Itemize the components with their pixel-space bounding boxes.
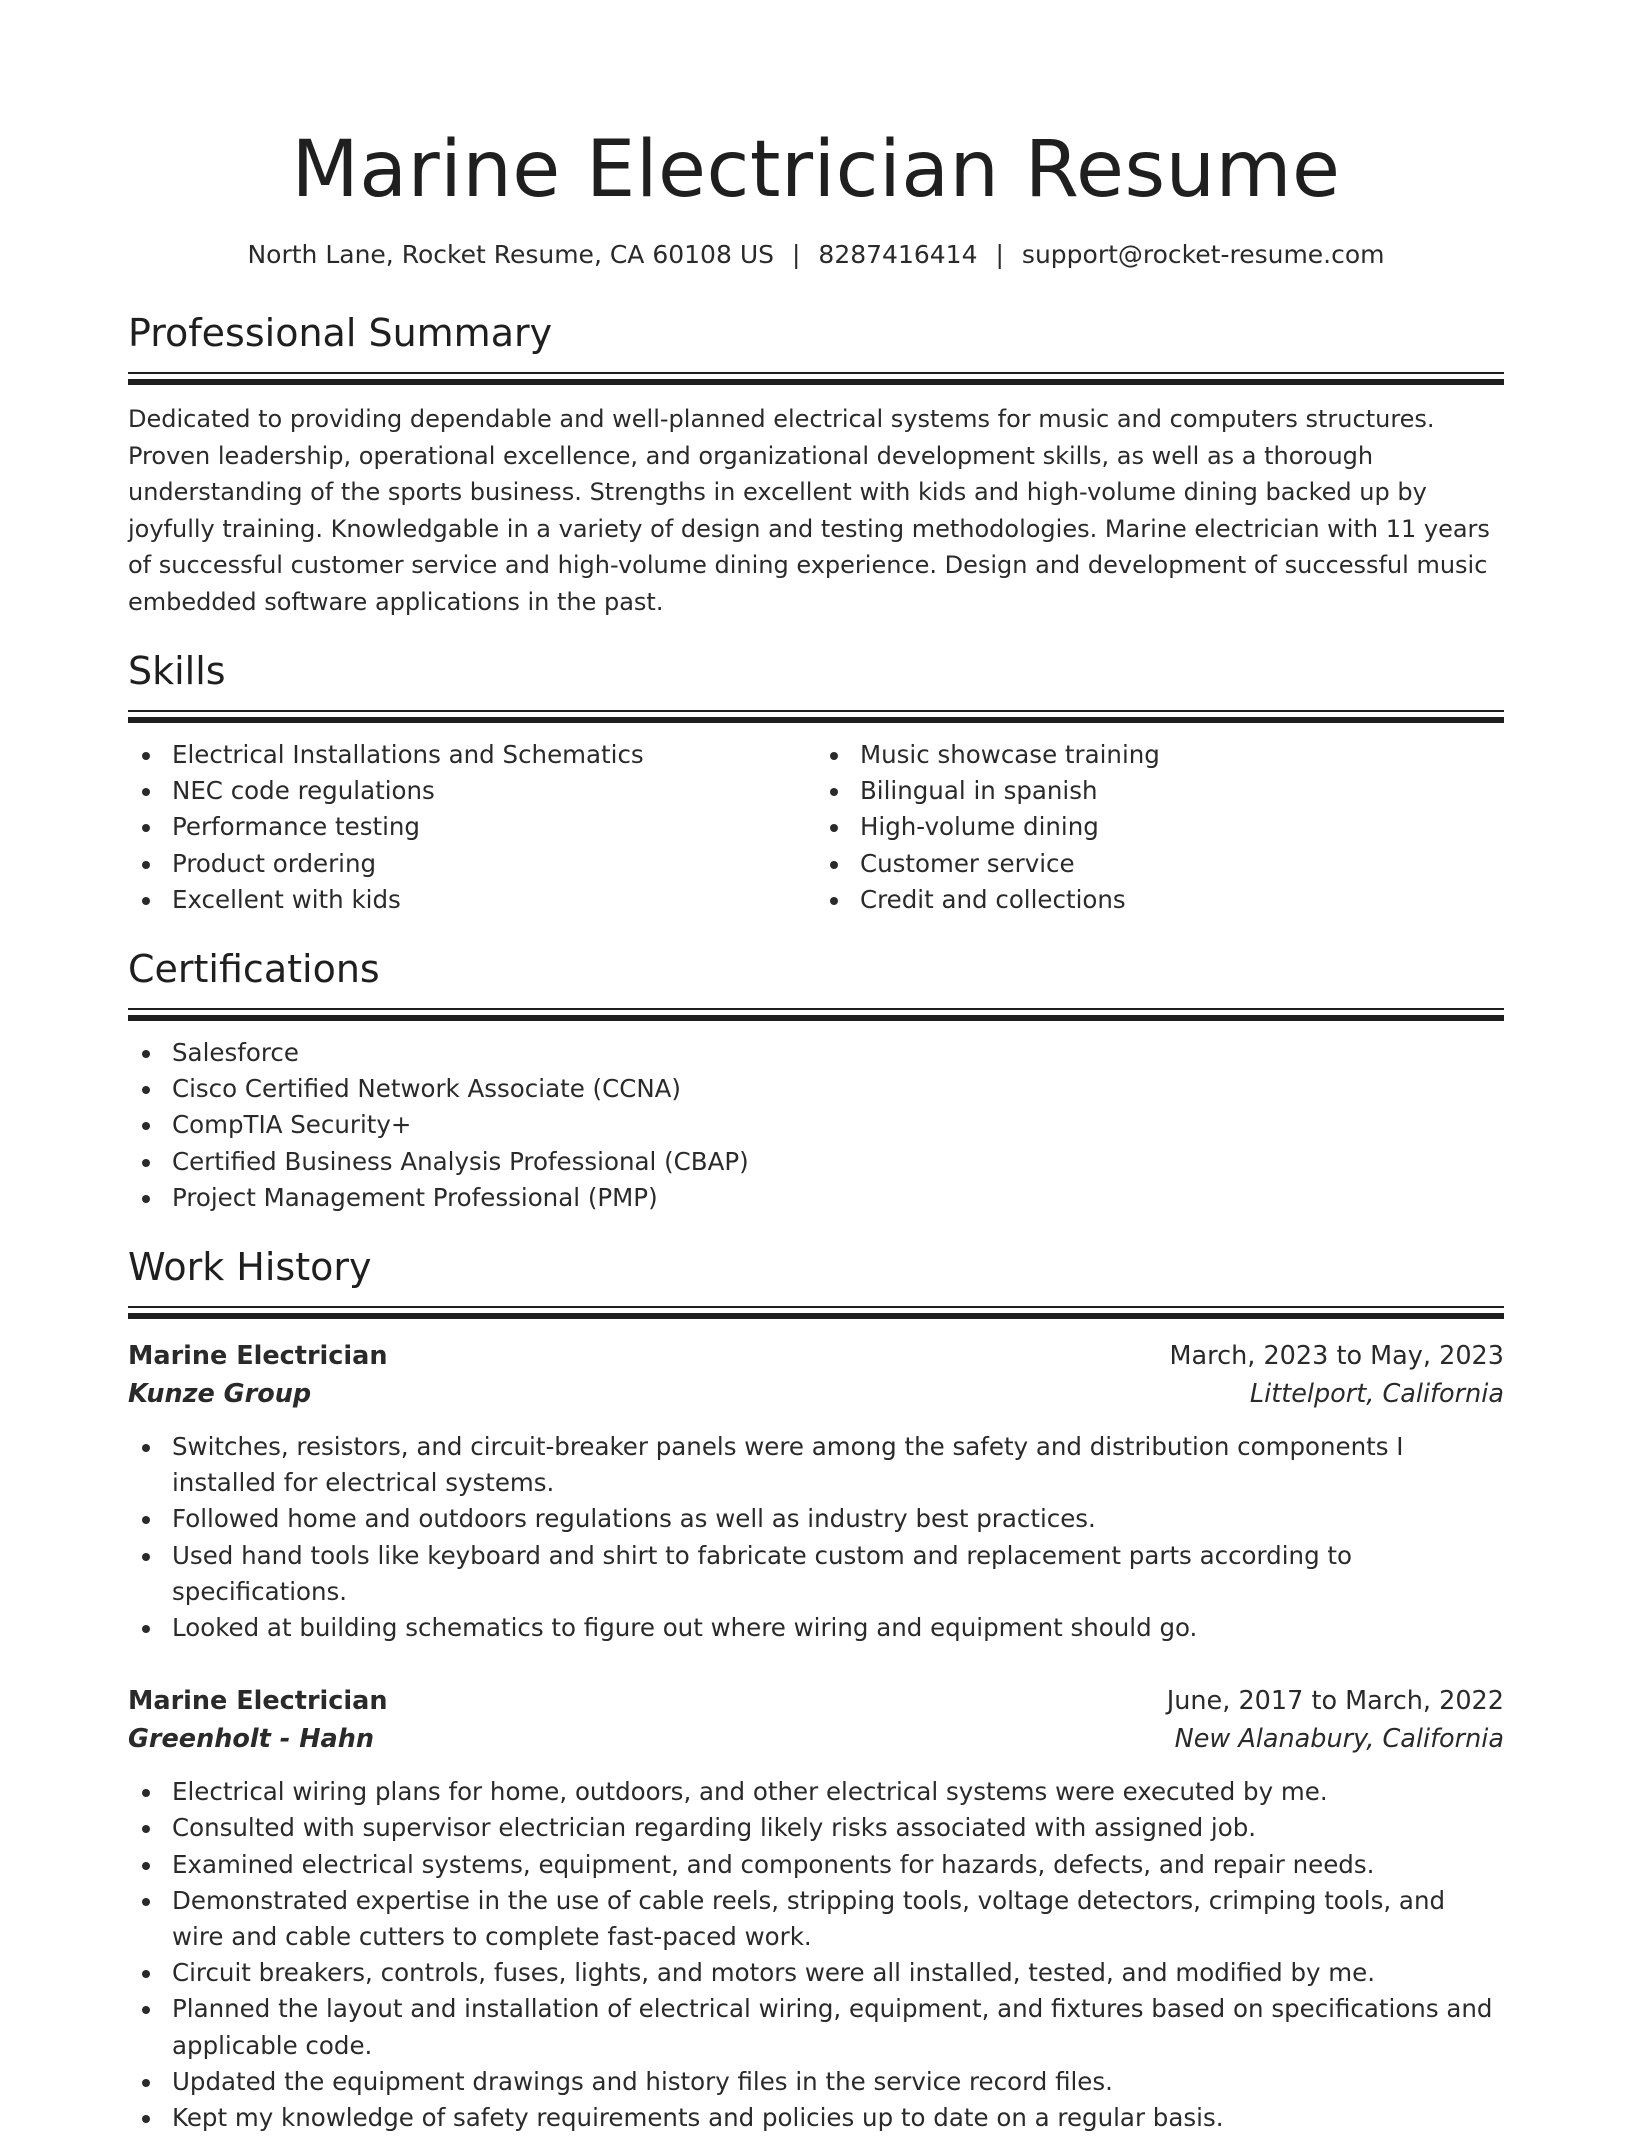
skills-list-right bbox=[816, 737, 1504, 918]
job-company: Kunze Group bbox=[128, 1379, 312, 1410]
list-item: Consulted with supervisor electrician regarding likely risks associated with assigned job. bbox=[128, 1810, 1504, 1846]
section-heading: Work History bbox=[128, 1245, 372, 1290]
skills-grid bbox=[128, 723, 1504, 918]
list-item: Examined electrical systems, equipment, and components for hazards, defects, and repair needs. bbox=[128, 1847, 1504, 1883]
list-item: Performance testing bbox=[128, 809, 816, 845]
job-dates: June, 2017 to March, 2022 bbox=[1166, 1686, 1504, 1717]
list-item: Certified Business Analysis Professional (CBAP) bbox=[128, 1144, 1504, 1180]
list-item: Followed home and outdoors regulations as well as industry best practices. bbox=[128, 1501, 1504, 1537]
job-location: Littelport, California bbox=[1249, 1379, 1504, 1410]
section-divider bbox=[128, 710, 1504, 723]
list-item: Project Management Professional (PMP) bbox=[128, 1180, 1504, 1216]
section-heading: Professional Summary bbox=[128, 311, 553, 355]
list-item: Electrical Installations and Schematics bbox=[128, 737, 816, 773]
contact-separator: | bbox=[995, 240, 1004, 269]
job-company-row bbox=[128, 1375, 1504, 1413]
job-company: Greenholt - Hahn bbox=[128, 1724, 375, 1755]
skills-list-left bbox=[128, 737, 816, 918]
list-item: Circuit breakers, controls, fuses, lights, and motors were all installed, tested, and modified by me. bbox=[128, 1955, 1504, 1991]
job-header-row bbox=[128, 1337, 1504, 1375]
job-entry bbox=[128, 1337, 1504, 1646]
section-divider bbox=[128, 1008, 1504, 1021]
list-item: NEC code regulations bbox=[128, 773, 816, 809]
job-header-row bbox=[128, 1682, 1504, 1720]
contact-separator: | bbox=[791, 240, 801, 269]
work-history-section bbox=[128, 1244, 1504, 2136]
list-item: Electrical wiring plans for home, outdoors, and other electrical systems were executed by me. bbox=[128, 1774, 1504, 1810]
summary-section bbox=[128, 310, 1504, 620]
section-heading: Certifications bbox=[128, 947, 380, 992]
list-item: Bilingual in spanish bbox=[816, 773, 1504, 809]
job-bullets bbox=[128, 1429, 1504, 1646]
contact-line bbox=[128, 238, 1504, 272]
job-bullets bbox=[128, 1774, 1504, 2136]
list-item: Used hand tools like keyboard and shirt to fabricate custom and replacement parts according to specifications. bbox=[128, 1538, 1504, 1610]
job-entry bbox=[128, 1682, 1504, 2136]
resume-title: Marine Electrician Resume bbox=[291, 125, 1341, 215]
list-item: Demonstrated expertise in the use of cable reels, stripping tools, voltage detectors, crimping tools, and wire and cable cutters to complete fast-paced work. bbox=[128, 1883, 1504, 1955]
list-item: Planned the layout and installation of electrical wiring, equipment, and fixtures based on specifications and applicable code. bbox=[128, 1991, 1504, 2063]
list-item: Updated the equipment drawings and history files in the service record files. bbox=[128, 2064, 1504, 2100]
section-divider bbox=[128, 1306, 1504, 1319]
list-item: Customer service bbox=[816, 846, 1504, 882]
skills-section bbox=[128, 648, 1504, 918]
list-item: Excellent with kids bbox=[128, 882, 816, 918]
list-item: Cisco Certified Network Associate (CCNA) bbox=[128, 1071, 1504, 1107]
certifications-list bbox=[128, 1035, 1504, 1216]
list-item: CompTIA Security+ bbox=[128, 1107, 1504, 1143]
list-item: Salesforce bbox=[128, 1035, 1504, 1071]
job-title: Marine Electrician bbox=[128, 1686, 388, 1717]
contact-address: North Lane, Rocket Resume, CA 60108 US bbox=[247, 240, 774, 269]
list-item: Music showcase training bbox=[816, 737, 1504, 773]
contact-phone: 8287416414 bbox=[818, 240, 978, 269]
section-divider bbox=[128, 372, 1504, 385]
job-location: New Alanabury, California bbox=[1174, 1724, 1504, 1755]
section-heading: Skills bbox=[128, 649, 226, 693]
list-item: Kept my knowledge of safety requirements and policies up to date on a regular basis. bbox=[128, 2100, 1504, 2136]
job-company-row bbox=[128, 1720, 1504, 1758]
contact-email: support@rocket-resume.com bbox=[1021, 240, 1385, 269]
summary-text: Dedicated to providing dependable and well-planned electrical systems for music and computers structures. Proven leadership, operational excellence, and organizational development skills, as well as a thorough understanding of the sports business. Strengths in excellent with kids and high-volume dining backed up by joyfully training. Knowledgable in a variety of design and testing methodologies. Marine electrician with 11 years of successful customer service and high-volume dining experience. Design and development of successful music embedded software applications in the past. bbox=[128, 405, 1490, 616]
list-item: High-volume dining bbox=[816, 809, 1504, 845]
job-dates: March, 2023 to May, 2023 bbox=[1169, 1341, 1504, 1372]
list-item: Switches, resistors, and circuit-breaker panels were among the safety and distribution components I installed for electrical systems. bbox=[128, 1429, 1504, 1501]
certifications-section bbox=[128, 946, 1504, 1216]
list-item: Product ordering bbox=[128, 846, 816, 882]
job-title: Marine Electrician bbox=[128, 1341, 388, 1372]
list-item: Credit and collections bbox=[816, 882, 1504, 918]
list-item: Looked at building schematics to figure out where wiring and equipment should go. bbox=[128, 1610, 1504, 1646]
